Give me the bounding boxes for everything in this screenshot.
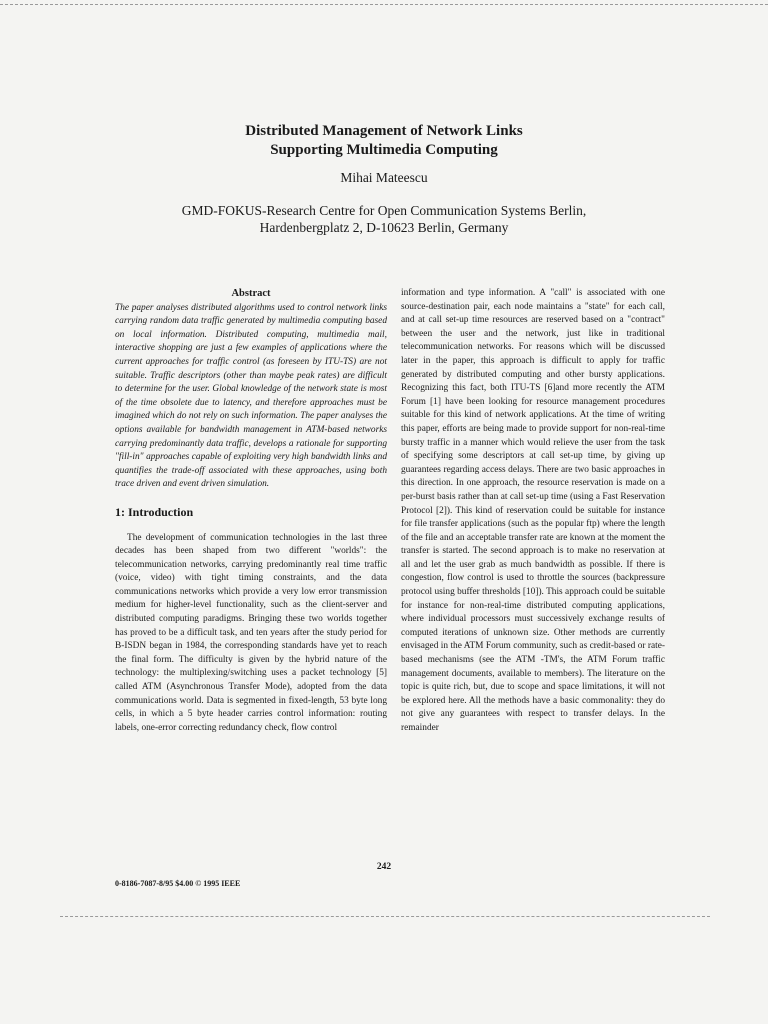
title-line-1: Distributed Management of Network Links bbox=[245, 123, 523, 139]
affiliation-line-1: GMD-FOKUS-Research Centre for Open Communication Systems Berlin, bbox=[181, 203, 587, 218]
affiliation-line-2: Hardenbergplatz 2, D-10623 Berlin, Germany bbox=[259, 220, 509, 235]
paper-title bbox=[0, 122, 768, 160]
right-column-paragraph: information and type information. A "call" is associated with one source-destination pair, each node maintains a "state" for each call, and at call set-up time resources are reserved based on a "contract" between the user and the network, just like in traditional telecommunication networks. For reasons which will be discussed later in the paper, this approach is difficult to apply for traffic generated by distributed computing and other bursty applications. Recognizing this fact, both ITU-TS [6]and more recently the ATM Forum [1] have been looking for resource management procedures suitable for this kind of network applications. At the time of writing this paper, efforts are being made to provide support for non-real-time bursty traffic in a manner which would relieve the user from the task of specifying some descriptors at call set-up time, by giving up guarantees regarding access delays. There are two basic approaches in this direction. In one approach, the resource reservation is made on a per-burst basis rather than at call set-up time (using a Fast Reservation Protocol [2]). This kind of reservation could be suitable for instance for file transfer applications (such as the popular ftp) where the length of the file and an acceptable transfer rate are known at the moment the transfer is started. The second approach is to make no reservation at all and let the user grab as much bandwidth as possible. If there is congestion, flow control is used to throttle the sources (backpressure protocol using buffer thresholds [10]). This approach could be suitable for instance for non-real-time distributed computing applications, where individual processors must successively exchange results of computed iterations of unknown size. Other methods are currently envisaged in the ATM Forum community, such as credit-based or rate-based mechanisms (see the ATM -TM's, the ATM Forum traffic management documents, available to members). The literature on the topic is quite rich, but, due to scope and space limitations, it will not be explored here. All the methods have a basic commonality: they do not give any guarantees with respect to transfer delays. In the remainder bbox=[401, 288, 665, 733]
copyright-line: 0-8186-7087-8/95 $4.00 © 1995 IEEE bbox=[115, 879, 241, 888]
introduction-paragraph: The development of communication technologies in the last three decades has been shaped from two different "worlds": the telecommunication networks, carrying predominantly real time traffic (voice, video) with tight timing constraints, and the data communications networks which provide a very low error transmission medium for higher-level functionality, such as the client-server and distributed computing paradigms. Bringing these two worlds together has proved to be a difficult task, and ten years after the study period for B-ISDN began in 1984, the corresponding standards have yet to reach the final form. The difficulty is given by the hybrid nature of the technology: the multiplexing/switching uses a packet technology [5] called ATM (Asynchronous Transfer Mode), adopted from the data communications world. Data is segmented in fixed-length, 53 byte long cells, in which a 5 byte header carries control information: routing labels, one-error correcting redundancy check, flow control bbox=[115, 532, 387, 733]
scan-edge-top bbox=[0, 4, 768, 7]
left-column bbox=[115, 287, 387, 735]
right-column bbox=[401, 287, 665, 736]
affiliation bbox=[0, 202, 768, 236]
author: Mihai Mateescu bbox=[340, 170, 428, 185]
abstract-text: The paper analyses distributed algorithms used to control network links carrying random data traffic generated by multimedia computing based on local information. Distributed computing, multimedia mail, interactive shopping are just a few examples of applications where the current approaches for traffic control (as foreseen by ITU-TS) are not suitable. Traffic descriptors (other than maybe peak rates) are difficult to determine for the user. Global knowledge of the network state is most of the time obsolete due to latency, and therefore approaches must be imagined which do not rely on such information. The paper analyses the options available for bandwidth management in ATM-based networks carrying predominantly data traffic, develops a rationale for supporting "fill-in" approaches capable of exploiting very high bandwidth links and quantifies the trade-off associated with these approaches, using both trace driven and event driven simulation. bbox=[115, 302, 387, 490]
title-line-2: Supporting Multimedia Computing bbox=[270, 142, 498, 158]
scan-edge-bottom bbox=[60, 916, 710, 919]
page-number: 242 bbox=[376, 862, 392, 872]
abstract-heading: Abstract bbox=[231, 288, 271, 299]
section-heading-introduction: 1: Introduction bbox=[115, 504, 194, 519]
